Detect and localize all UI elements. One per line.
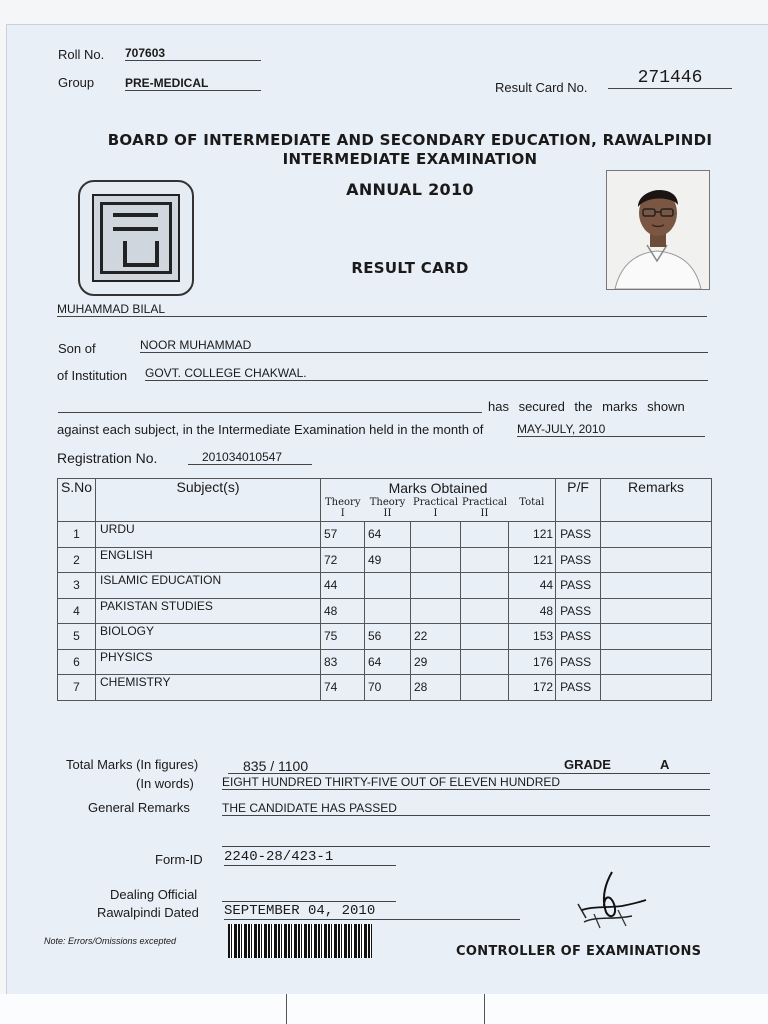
grade-label: GRADE — [564, 757, 611, 772]
row-remarks — [601, 649, 712, 675]
header-subject: Subject(s) — [96, 479, 321, 522]
secured-text: has secured the marks shown — [488, 399, 685, 414]
general-remarks-label: General Remarks — [88, 800, 190, 815]
roll-label: Roll No. — [58, 47, 105, 62]
row-theory-1: 57 — [321, 522, 365, 548]
in-words-label: (In words) — [136, 776, 194, 791]
row-pf: PASS — [556, 675, 601, 701]
row-total: 153 — [509, 624, 556, 650]
general-remarks-value: THE CANDIDATE HAS PASSED — [222, 801, 710, 816]
row-subject: ISLAMIC EDUCATION — [96, 573, 321, 599]
row-subject: CHEMISTRY — [96, 675, 321, 701]
row-practical-1: 22 — [411, 624, 461, 650]
row-theory-2: 64 — [365, 649, 411, 675]
grade-value: A — [660, 757, 670, 772]
board-seal-icon — [78, 180, 194, 296]
row-total: 176 — [509, 649, 556, 675]
row-practical-1 — [411, 573, 461, 599]
board-title: BOARD OF INTERMEDIATE AND SECONDARY EDUCATION, RAWALPINDI — [107, 131, 713, 149]
row-sno: 5 — [58, 624, 96, 650]
subheader-theory-2: Theory II — [365, 497, 411, 522]
row-pf: PASS — [556, 598, 601, 624]
header-remarks: Remarks — [601, 479, 712, 522]
row-remarks — [601, 547, 712, 573]
candidate-name: MUHAMMAD BILAL — [57, 302, 707, 317]
father-name: NOOR MUHAMMAD — [140, 338, 708, 353]
row-practical-1 — [411, 522, 461, 548]
row-sno: 2 — [58, 547, 96, 573]
candidate-photo-icon — [606, 170, 710, 290]
registration-value: 201034010547 — [188, 450, 312, 465]
row-remarks — [601, 598, 712, 624]
dealing-official-line — [222, 885, 396, 902]
row-theory-1: 74 — [321, 675, 365, 701]
subheader-theory-1: Theory I — [321, 497, 365, 522]
registration-label: Registration No. — [57, 450, 158, 466]
row-practical-1: 29 — [411, 649, 461, 675]
header-pf: P/F — [556, 479, 601, 522]
total-marks-value: 835 / 1100 — [243, 758, 309, 774]
form-id-label: Form-ID — [155, 852, 203, 867]
result-card-label: Result Card No. — [495, 80, 588, 95]
group-label: Group — [58, 75, 95, 90]
row-theory-2: 49 — [365, 547, 411, 573]
blank-line — [58, 396, 482, 413]
row-practical-2 — [461, 598, 509, 624]
subheader-practical-1: Practical I — [411, 497, 461, 522]
row-pf: PASS — [556, 547, 601, 573]
son-of-label: Son of — [58, 341, 96, 356]
blank-remarks-line — [222, 830, 710, 847]
row-practical-2 — [461, 522, 509, 548]
header-marks: Marks Obtained — [321, 479, 556, 498]
row-remarks — [601, 675, 712, 701]
row-theory-1: 48 — [321, 598, 365, 624]
controller-label: CONTROLLER OF EXAMINATIONS — [456, 944, 702, 959]
row-total: 44 — [509, 573, 556, 599]
row-sno: 3 — [58, 573, 96, 599]
row-practical-2 — [461, 573, 509, 599]
row-practical-2 — [461, 547, 509, 573]
table-row — [58, 573, 712, 599]
row-theory-1: 72 — [321, 547, 365, 573]
row-remarks — [601, 624, 712, 650]
row-theory-2: 70 — [365, 675, 411, 701]
row-remarks — [601, 573, 712, 599]
row-practical-2 — [461, 675, 509, 701]
result-card-value: 271446 — [608, 68, 732, 89]
row-total: 121 — [509, 522, 556, 548]
exam-title: INTERMEDIATE EXAMINATION — [282, 150, 538, 168]
row-subject: PHYSICS — [96, 649, 321, 675]
row-practical-2 — [461, 624, 509, 650]
row-pf: PASS — [556, 573, 601, 599]
roll-value: 707603 — [125, 46, 261, 61]
institution-label: of Institution — [57, 368, 128, 383]
session-title: ANNUAL 2010 — [346, 180, 474, 199]
table-row — [58, 624, 712, 650]
in-words-value: EIGHT HUNDRED THIRTY-FIVE OUT OF ELEVEN HUNDRED — [222, 775, 710, 790]
row-sno: 7 — [58, 675, 96, 701]
row-practical-1 — [411, 598, 461, 624]
signature-icon — [574, 866, 650, 936]
row-theory-2 — [365, 598, 411, 624]
exam-month: MAY-JULY, 2010 — [517, 422, 705, 437]
row-practical-1: 28 — [411, 675, 461, 701]
dealing-official-label: Dealing Official — [110, 887, 198, 902]
table-row — [58, 547, 712, 573]
marks-table — [57, 478, 712, 701]
table-row — [58, 649, 712, 675]
total-marks-label: Total Marks (In figures) — [66, 757, 199, 772]
result-card-title: RESULT CARD — [351, 259, 469, 277]
row-sno: 4 — [58, 598, 96, 624]
row-sno: 6 — [58, 649, 96, 675]
table-row — [58, 675, 712, 701]
row-subject: ENGLISH — [96, 547, 321, 573]
barcode-icon — [228, 924, 372, 958]
table-row — [58, 522, 712, 548]
row-subject: BIOLOGY — [96, 624, 321, 650]
row-theory-1: 83 — [321, 649, 365, 675]
row-subject: URDU — [96, 522, 321, 548]
row-total: 121 — [509, 547, 556, 573]
header-sno: S.No — [58, 479, 96, 522]
row-theory-2 — [365, 573, 411, 599]
row-practical-2 — [461, 649, 509, 675]
row-total: 172 — [509, 675, 556, 701]
row-theory-1: 75 — [321, 624, 365, 650]
against-text: against each subject, in the Intermediate Examination held in the month of — [57, 422, 484, 437]
form-id-value: 2240-28/423-1 — [224, 849, 396, 866]
scan-bottom-strip — [0, 994, 768, 1024]
institution-value: GOVT. COLLEGE CHAKWAL. — [145, 366, 708, 381]
note-text: Note: Errors/Omissions excepted — [44, 936, 177, 946]
row-pf: PASS — [556, 624, 601, 650]
subheader-practical-2: Practical II — [461, 497, 509, 522]
row-theory-1: 44 — [321, 573, 365, 599]
row-total: 48 — [509, 598, 556, 624]
dated-value: SEPTEMBER 04, 2010 — [224, 903, 520, 920]
row-subject: PAKISTAN STUDIES — [96, 598, 321, 624]
row-theory-2: 64 — [365, 522, 411, 548]
row-practical-1 — [411, 547, 461, 573]
row-pf: PASS — [556, 522, 601, 548]
row-theory-2: 56 — [365, 624, 411, 650]
row-pf: PASS — [556, 649, 601, 675]
row-sno: 1 — [58, 522, 96, 548]
row-remarks — [601, 522, 712, 548]
subheader-total: Total — [509, 497, 556, 522]
dated-label: Rawalpindi Dated — [97, 905, 199, 920]
group-value: PRE-MEDICAL — [125, 76, 261, 91]
table-row — [58, 598, 712, 624]
